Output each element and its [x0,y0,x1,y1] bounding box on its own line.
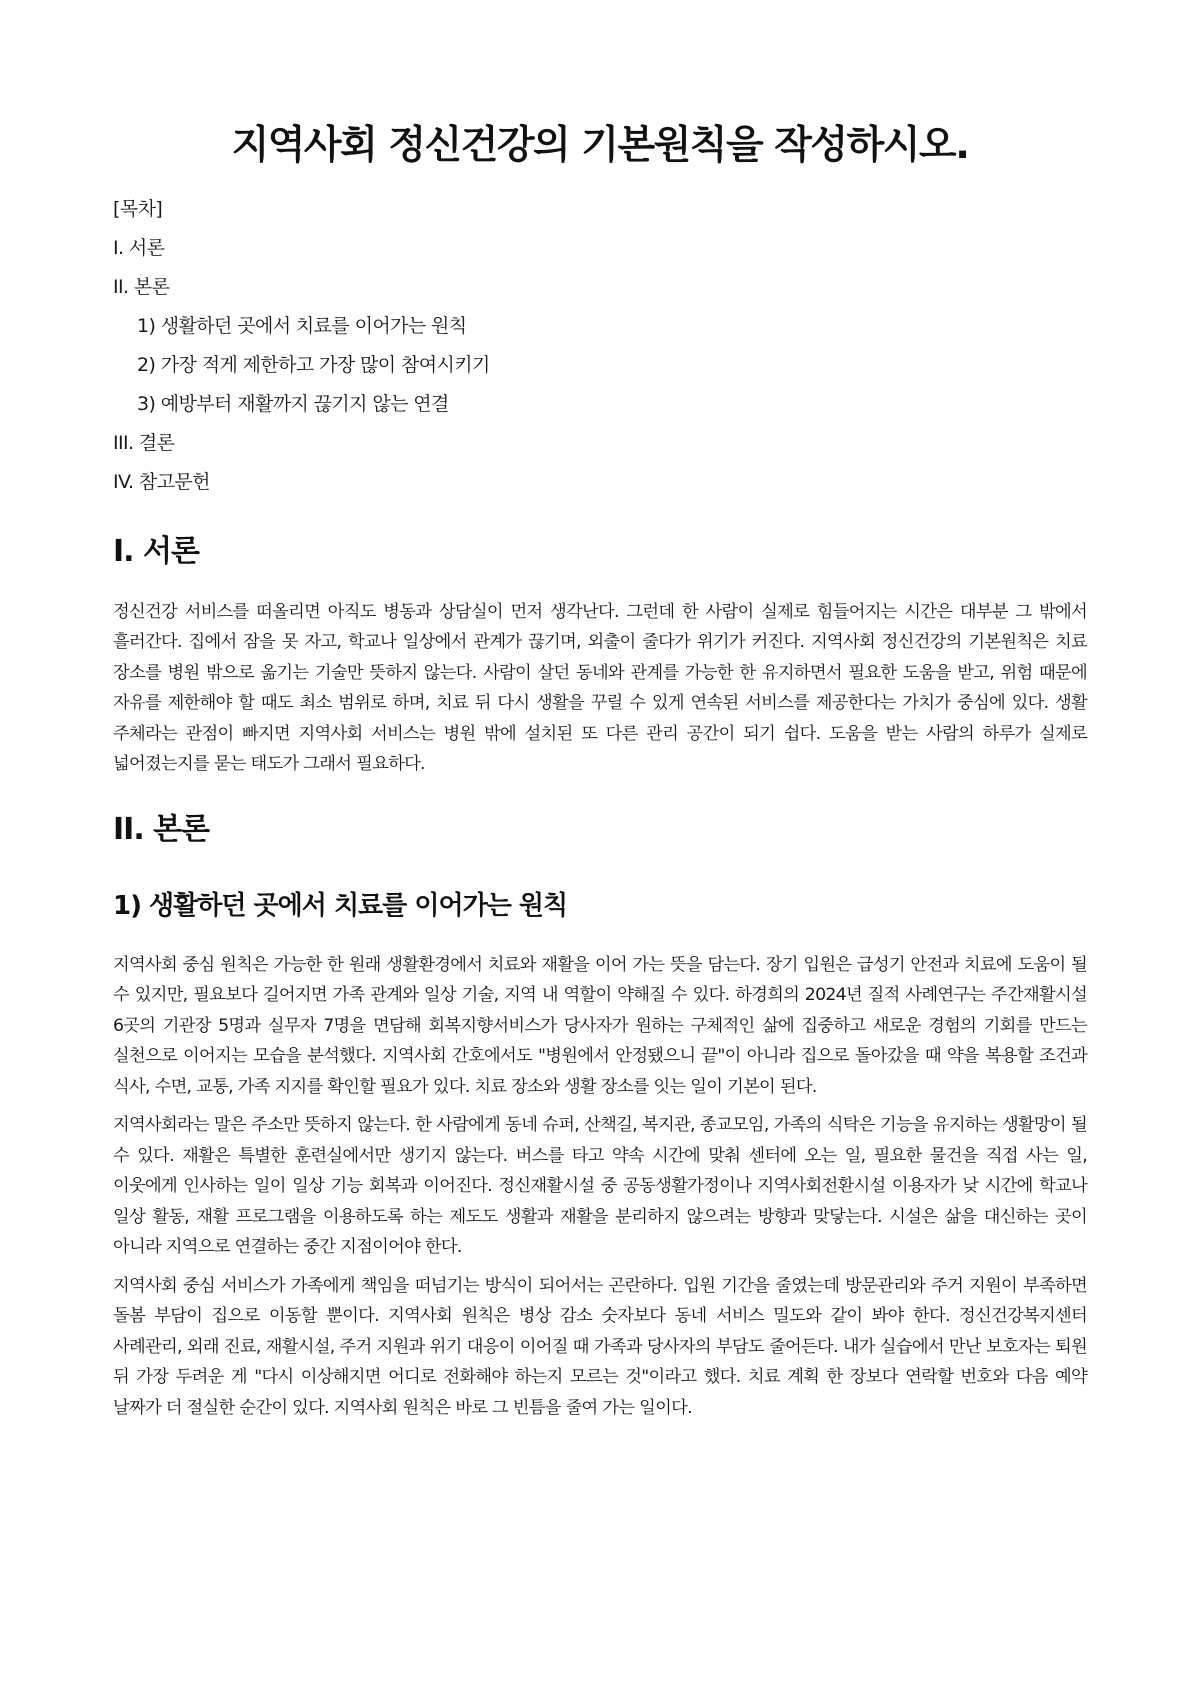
toc-item-body-sub3: 3) 예방부터 재활까지 끊기지 않는 연결 [137,393,449,415]
document-page [113,0,1087,1423]
intro-paragraph: 정신건강 서비스를 떠올리면 아직도 병동과 상담실이 먼저 생각난다. 그런데 한 사람이 실제로 힘들어지는 시간은 대부분 그 밖에서 흘러간다. 집에서 잠을 못 자고, 학교나 일상에서 관계가 끊기며, 외출이 줄다가 위기가 커진다. 지역사회 정신건강의 기본원칙은 치료 장소를 병원 밖으로 옮기는 기술만 뜻하지 않는다. 사람이 살던 동네와 관계를 가능한 한 유지하면서 필요한 도움을 받고, 위험 때문에 자유를 제한해야 할 때도 최소 범위로 하며, 치료 뒤 다시 생활을 꾸릴 수 있게 연속된 서비스를 제공한다는 가치가 중심에 있다. 생활 주체라는 관점이 빠지면 지역사회 서비스는 병원 밖에 설치된 또 다른 관리 공간이 되기 쉽다. 도움을 받는 사람의 하루가 실제로 넓어졌는지를 묻는 태도가 그래서 필요하다. [113,601,1087,775]
section1-paragraph-2: 지역사회라는 말은 주소만 뜻하지 않는다. 한 사람에게 동네 슈퍼, 산책길, 복지관, 종교모임, 가족의 식탁은 기능을 유지하는 생활망이 될 수 있다. 재활은 특별한 훈련실에서만 생기지 않는다. 버스를 타고 약속 시간에 맞춰 센터에 오는 일, 필요한 물건을 직접 사는 일, 이웃에게 인사하는 일이 일상 기능 회복과 이어진다. 정신재활시설 중 공동생활가정이나 지역사회전환시설 이용자가 낮 시간에 학교나 일상 활동, 재활 프로그램을 이용하도록 하는 제도도 생활과 재활을 분리하지 않으려는 방향과 맞닿는다. 시설은 삶을 대신하는 곳이 아니라 지역으로 연결하는 중간 지점이어야 한다. [113,1115,1087,1258]
toc-item-body: II. 본론 [113,276,170,298]
toc-item-body-sub1: 1) 생활하던 곳에서 치료를 이어가는 원칙 [137,315,467,337]
body-heading: II. 본론 [113,811,210,847]
toc-header: [목차] [113,198,163,220]
section1-heading: 1) 생활하던 곳에서 치료를 이어가는 원칙 [113,890,568,921]
document-title: 지역사회 정신건강의 기본원칙을 작성하시오. [231,123,969,168]
toc-item-body-sub2: 2) 가장 적게 제한하고 가장 많이 참여시키기 [137,354,490,376]
toc-item-references: IV. 참고문헌 [113,471,210,493]
section1-paragraph-1: 지역사회 중심 원칙은 가능한 한 원래 생활환경에서 치료와 재활을 이어 가는 뜻을 담는다. 장기 입원은 급성기 안전과 치료에 도움이 될 수 있지만, 필요보다 길어지면 가족 관계와 일상 기술, 지역 내 역할이 약해질 수 있다. 하경희의 2024년 질적 사례연구는 주간재활시설 6곳의 기관장 5명과 실무자 7명을 면담해 회복지향서비스가 당사자가 원하는 구체적인 삶에 집중하고 새로운 경험의 기회를 만드는 실천으로 이어지는 모습을 분석했다. 지역사회 간호에서도 "병원에서 안정됐으니 끝"이 아니라 집으로 돌아갔을 때 약을 복용할 조건과 식사, 수면, 교통, 가족 지지를 확인할 필요가 있다. 치료 장소와 생활 장소를 잇는 일이 기본이 된다. [113,954,1087,1097]
intro-heading: I. 서론 [113,534,199,569]
toc-item-conclusion: III. 결론 [113,432,175,454]
table-of-contents [113,190,1087,502]
section1-paragraph-3: 지역사회 중심 서비스가 가족에게 책임을 떠넘기는 방식이 되어서는 곤란하다. 입원 기간을 줄였는데 방문관리와 주거 지원이 부족하면 돌봄 부담이 집으로 이동할 뿐이다. 지역사회 원칙은 병상 감소 숫자보다 동네 서비스 밀도와 같이 봐야 한다. 정신건강복지센터 사례관리, 외래 진료, 재활시설, 주거 지원과 위기 대응이 이어질 때 가족과 당사자의 부담도 줄어든다. 내가 실습에서 만난 보호자는 퇴원 뒤 가장 두려운 게 "다시 이상해지면 어디로 전화해야 하는지 모르는 것"이라고 했다. 치료 계획 한 장보다 연락할 번호와 다음 예약 날짜가 더 절실한 순간이 있다. 지역사회 원칙은 바로 그 빈틈을 줄여 가는 일이다. [113,1275,1087,1418]
toc-item-intro: I. 서론 [113,237,165,259]
